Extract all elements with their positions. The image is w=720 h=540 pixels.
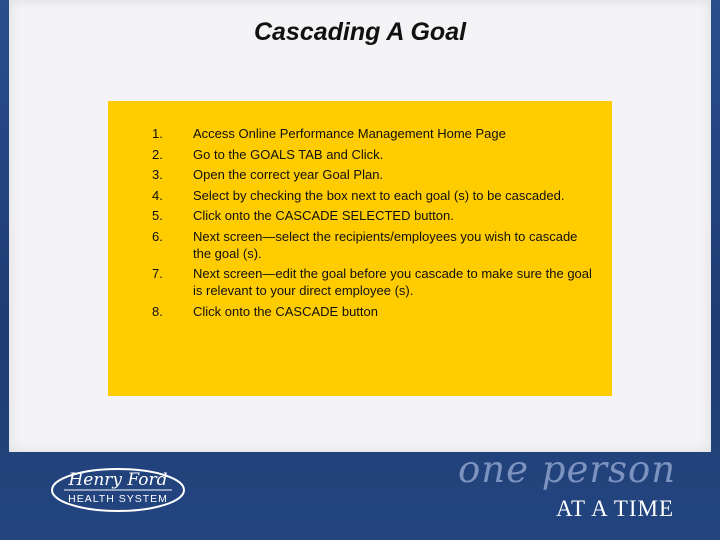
list-item [108, 228, 612, 262]
list-item [108, 125, 612, 142]
step-number: 1. [152, 126, 163, 141]
step-text: Next screen—select the recipients/employees you wish to cascade the goal (s). [193, 228, 578, 261]
list-item [108, 207, 612, 224]
step-text: Next screen—edit the goal before you cascade to make sure the goal is relevant to your direct employee (s). [193, 266, 592, 298]
henry-ford-logo [50, 463, 186, 513]
logo-script-text: Henry Ford [68, 470, 168, 490]
step-number: 8. [152, 303, 163, 319]
steps-list [108, 125, 612, 323]
step-text: Open the correct year Goal Plan. [193, 167, 384, 182]
list-item [108, 303, 612, 320]
step-number: 5. [152, 208, 163, 223]
step-number: 2. [152, 146, 163, 162]
steps-box [108, 101, 612, 396]
tagline-secondary: AT A TIME [556, 496, 675, 521]
step-number: 4. [152, 187, 163, 203]
step-number: 6. [152, 228, 163, 244]
step-text: Go to the GOALS TAB and Click. [193, 146, 384, 162]
list-item [108, 166, 612, 183]
tagline-primary: one person [458, 448, 677, 491]
logo-caps-text: HEALTH SYSTEM [68, 493, 168, 505]
list-item [108, 187, 612, 204]
step-text: Click onto the CASCADE button [193, 303, 378, 319]
step-number: 3. [152, 167, 163, 182]
list-item [108, 265, 612, 299]
step-number: 7. [152, 266, 163, 281]
slide-title: Cascading A Goal [253, 18, 467, 46]
step-text: Select by checking the box next to each goal (s) to be cascaded. [193, 187, 565, 203]
step-text: Click onto the CASCADE SELECTED button. [193, 208, 454, 223]
step-text: Access Online Performance Management Home Page [193, 126, 506, 141]
list-item [108, 146, 612, 163]
